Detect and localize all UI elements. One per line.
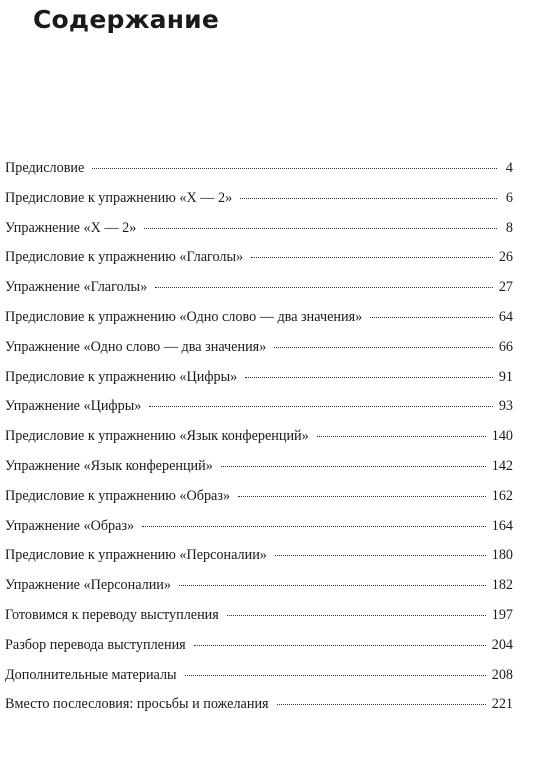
toc-dot-leader	[245, 377, 493, 378]
toc-entry-label: Предисловие к упражнению «Глаголы»	[5, 249, 244, 266]
toc-entry-page-number: 221	[491, 696, 513, 713]
toc-entry-page-number: 4	[505, 160, 513, 176]
toc-entry-label: Вместо послесловия: просьбы и пожелания	[5, 696, 269, 713]
toc-entry-page-number: 208	[491, 666, 513, 683]
toc-dot-leader	[370, 317, 493, 318]
toc-dot-leader	[185, 675, 486, 676]
table-of-contents	[5, 160, 513, 726]
toc-entry	[5, 428, 513, 458]
toc-entry-label: Дополнительные материалы	[5, 666, 177, 683]
toc-entry	[5, 488, 513, 518]
toc-entry-page-number: 162	[491, 487, 513, 504]
toc-entry-label: Упражнение «Цифры»	[5, 398, 142, 415]
toc-dot-leader	[317, 436, 486, 437]
toc-entry	[5, 160, 513, 190]
toc-dot-leader	[238, 496, 486, 497]
toc-entry-label: Упражнение «Образ»	[5, 517, 135, 534]
toc-entry-page-number: 197	[491, 606, 513, 623]
toc-dot-leader	[179, 585, 486, 586]
toc-entry	[5, 547, 513, 577]
toc-dot-leader	[149, 406, 492, 407]
toc-dot-leader	[194, 645, 486, 646]
toc-entry	[5, 339, 513, 369]
toc-entry	[5, 696, 513, 726]
toc-entry-label: Предисловие к упражнению «Образ»	[5, 487, 231, 504]
toc-entry-label: Предисловие к упражнению «X — 2»	[5, 189, 233, 206]
toc-dot-leader	[274, 347, 493, 348]
toc-dot-leader	[144, 228, 497, 229]
toc-entry	[5, 518, 513, 548]
toc-dot-leader	[240, 198, 497, 199]
toc-entry-page-number: 164	[491, 517, 513, 534]
toc-entry-label: Упражнение «Глаголы»	[5, 279, 148, 296]
toc-entry	[5, 249, 513, 279]
toc-entry-label: Предисловие к упражнению «Язык конференций»	[5, 428, 309, 445]
toc-dot-leader	[142, 526, 486, 527]
toc-entry-label: Упражнение «X — 2»	[5, 219, 137, 236]
toc-entry-page-number: 64	[498, 308, 513, 325]
toc-entry	[5, 667, 513, 697]
toc-entry	[5, 637, 513, 667]
toc-dot-leader	[227, 615, 486, 616]
toc-entry	[5, 577, 513, 607]
toc-entry-page-number: 142	[491, 457, 513, 474]
toc-entry-page-number: 91	[498, 368, 513, 385]
toc-entry-label: Готовимся к переводу выступления	[5, 606, 219, 623]
toc-entry-label: Предисловие	[5, 160, 85, 176]
toc-dot-leader	[277, 704, 486, 705]
toc-entry-label: Предисловие к упражнению «Одно слово — два значения»	[5, 308, 363, 325]
toc-entry-page-number: 182	[491, 577, 513, 594]
toc-dot-leader	[92, 168, 497, 169]
toc-entry-label: Предисловие к упражнению «Персоналии»	[5, 547, 267, 564]
toc-entry	[5, 369, 513, 399]
toc-entry-page-number: 27	[498, 279, 513, 296]
toc-entry-page-number: 8	[505, 219, 513, 236]
toc-entry	[5, 190, 513, 220]
toc-entry-label: Упражнение «Язык конференций»	[5, 457, 213, 474]
page-title: Содержание	[33, 5, 220, 34]
toc-dot-leader	[275, 555, 486, 556]
toc-entry	[5, 607, 513, 637]
toc-entry-label: Предисловие к упражнению «Цифры»	[5, 368, 238, 385]
toc-entry-page-number: 26	[498, 249, 513, 266]
toc-entry-page-number: 140	[491, 428, 513, 445]
toc-dot-leader	[221, 466, 486, 467]
toc-entry	[5, 309, 513, 339]
toc-entry-label: Упражнение «Персоналии»	[5, 577, 171, 594]
toc-entry-page-number: 66	[498, 338, 513, 355]
toc-entry-page-number: 6	[505, 189, 513, 206]
toc-entry	[5, 279, 513, 309]
toc-entry	[5, 398, 513, 428]
toc-entry-label: Упражнение «Одно слово — два значения»	[5, 338, 267, 355]
toc-entry	[5, 220, 513, 250]
toc-entry-page-number: 204	[491, 636, 513, 653]
toc-entry	[5, 458, 513, 488]
toc-dot-leader	[155, 287, 493, 288]
toc-entry-label: Разбор перевода выступления	[5, 636, 186, 653]
toc-entry-page-number: 180	[491, 547, 513, 564]
toc-entry-page-number: 93	[498, 398, 513, 415]
toc-dot-leader	[251, 257, 493, 258]
